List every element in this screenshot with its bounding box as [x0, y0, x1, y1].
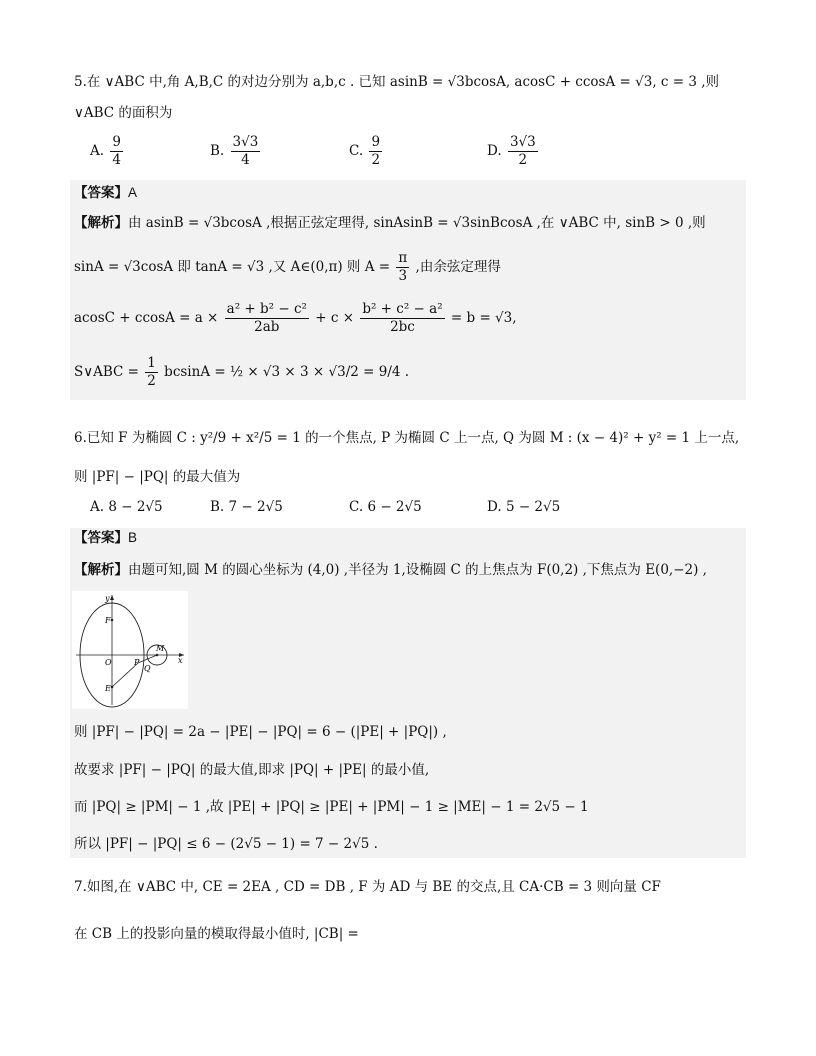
q6-stem-line2: 则 |PF| − |PQ| 的最大值为: [74, 469, 241, 485]
q6-option-c: C. 6 − 2√5: [349, 499, 422, 515]
q5-option-a: A. $\frac{9}{4}$: [90, 134, 121, 168]
q6-option-b: B. 7 − 2√5: [210, 499, 283, 515]
svg-text:Q: Q: [144, 664, 151, 673]
q5-answer: 【答案】A: [74, 185, 138, 200]
q7-stem-line1: 7.如图,在 ∨ABC 中, CE = 2EA , CD = DB , F 为 AD 与 BE 的交点,且 CA·CB = 3 则向量 CF: [74, 879, 661, 895]
q5-analysis-line3: acosC + ccosA = a × $\frac{\text{a² + b² − c²}}{2ab}$ + c × $\frac{\text{b² + c² − a²}}{2bc}$ = b = √3,: [74, 301, 517, 335]
q6-analysis-line4: 而 |PQ| ≥ |PM| − 1 ,故 |PE| + |PQ| ≥ |PE| + |PM| − 1 ≥ |ME| − 1 = 2√5 − 1: [74, 799, 589, 815]
q5-analysis-line2: sinA = √3cosA 即 tanA = √3 ,又 A∈(0,π) 则 A = $\frac{\pi}{3}$ ,由余弦定理得: [74, 250, 501, 284]
svg-text:O: O: [105, 658, 112, 667]
q5-option-b: B. $\frac{3√3}{4}$: [210, 134, 259, 168]
q6-stem-line1: 6.已知 F 为椭圆 C : y²/9 + x²/5 = 1 的一个焦点, P 为椭圆 C 上一点, Q 为圆 M : (x − 4)² + y² = 1 上一点,: [74, 430, 740, 446]
q6-analysis-line5: 所以 |PF| − |PQ| ≤ 6 − (2√5 − 1) = 7 − 2√5 .: [74, 836, 378, 852]
q5-analysis-line1: 【解析】由 asinB = √3bcosA ,根据正弦定理得, sinAsinB = √3sinBcosA ,在 ∨ABC 中, sinB > 0 ,则: [74, 215, 706, 231]
svg-text:y: y: [105, 594, 110, 603]
svg-text:E: E: [105, 684, 111, 693]
q5-option-d: D. $\frac{3√3}{2}$: [487, 134, 536, 168]
svg-text:x: x: [178, 656, 183, 665]
q6-analysis-line3: 故要求 |PF| − |PQ| 的最大值,即求 |PQ| + |PE| 的最小值,: [74, 762, 430, 778]
q6-analysis-line1: 【解析】由题可知,圆 M 的圆心坐标为 (4,0) ,半径为 1,设椭圆 C 的上焦点为 F(0,2) ,下焦点为 E(0,−2) ,: [74, 562, 707, 578]
ellipse-circle-figure: [72, 591, 188, 709]
svg-text:M: M: [156, 644, 165, 653]
q6-analysis-line2: 则 |PF| − |PQ| = 2a − |PE| − |PQ| = 6 − (|PE| + |PQ|) ,: [74, 724, 447, 740]
svg-text:P: P: [134, 658, 140, 667]
q6-option-a: A. 8 − 2√5: [90, 499, 163, 515]
q5-analysis-line4: S∨ABC = $\frac{1}{2}$ bcsinA = ½ × √3 × 3 × √3/2 = 9/4 .: [74, 355, 410, 389]
q6-answer: 【答案】B: [74, 530, 138, 545]
q7-stem-line2: 在 CB 上的投影向量的模取得最小值时, |CB| =: [74, 926, 359, 942]
q6-option-d: D. 5 − 2√5: [487, 499, 561, 515]
q5-option-c: C. $\frac{9}{2}$: [349, 134, 381, 168]
q5-stem-line1: 5.在 ∨ABC 中,角 A,B,C 的对边分别为 a,b,c . 已知 asinB = √3bcosA, acosC + ccosA = √3, c = 3 ,则: [74, 74, 720, 90]
svg-text:F: F: [105, 616, 111, 625]
q5-stem-line2: ∨ABC 的面积为: [74, 105, 173, 121]
